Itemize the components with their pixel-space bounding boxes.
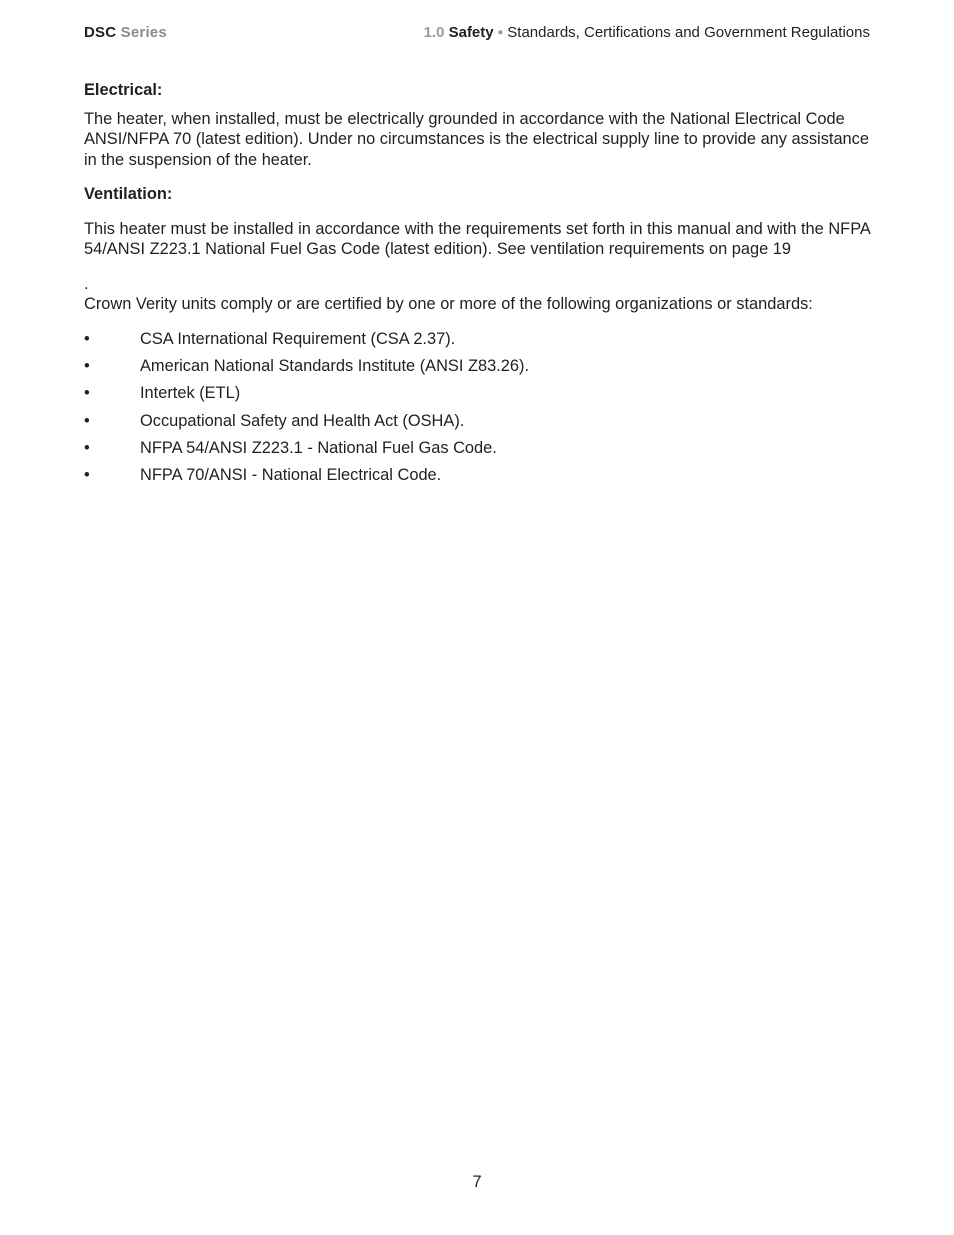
electrical-heading: Electrical: [84, 81, 163, 99]
bullet-icon: • [84, 466, 90, 485]
header-section-title: Safety [448, 24, 494, 41]
stray-period: . [84, 274, 89, 293]
list-item-text: Intertek (ETL) [140, 384, 241, 403]
list-item-text: Occupational Safety and Health Act (OSHA). [140, 411, 465, 430]
list-item [84, 329, 874, 356]
page-body [84, 80, 874, 493]
list-item [84, 438, 874, 465]
bullet-icon: • [84, 411, 90, 430]
electrical-paragraph: The heater, when installed, must be electrically grounded in accordance with the National Electrical Code ANSI/NFPA 70 (latest edition). Under no circumstances is the electrical supply line to provide any assistance in the suspension of the heater. [84, 109, 869, 169]
list-item-text: NFPA 54/ANSI Z223.1 - National Fuel Gas Code. [140, 439, 497, 458]
bullet-icon: • [84, 329, 90, 348]
bullet-icon: • [84, 439, 90, 458]
header-separator: ▪ [497, 24, 504, 41]
running-header-section [424, 24, 870, 41]
spacer [84, 101, 874, 109]
certifications-intro: Crown Verity units comply or are certified by one or more of the following organizations or standards: [84, 295, 813, 313]
ventilation-paragraph: This heater must be installed in accordance with the requirements set forth in this manual and with the NFPA 54/ANSI Z223.1 National Fuel Gas Code (latest edition). See ventilation requirements on page 19 [84, 219, 870, 258]
spacer [84, 260, 874, 274]
running-header-series [84, 24, 167, 41]
header-series: Series [120, 24, 167, 41]
spacer [84, 315, 874, 329]
spacer [84, 205, 874, 219]
header-section-number: 1.0 [423, 24, 445, 41]
page-number: 7 [472, 1173, 482, 1191]
list-item-text: NFPA 70/ANSI - National Electrical Code. [140, 466, 442, 485]
spacer [84, 170, 874, 184]
certifications-list [84, 329, 874, 493]
bullet-icon: • [84, 356, 90, 375]
header-brand: DSC [84, 24, 117, 41]
list-item [84, 465, 874, 492]
ventilation-heading: Ventilation: [84, 185, 173, 203]
list-item-text: American National Standards Institute (ANSI Z83.26). [140, 356, 530, 375]
list-item [84, 356, 874, 383]
list-item [84, 383, 874, 410]
list-item [84, 411, 874, 438]
bullet-icon: • [84, 384, 90, 403]
header-section-subtitle: Standards, Certifications and Government Regulations [507, 24, 870, 41]
list-item-text: CSA International Requirement (CSA 2.37). [140, 329, 456, 348]
